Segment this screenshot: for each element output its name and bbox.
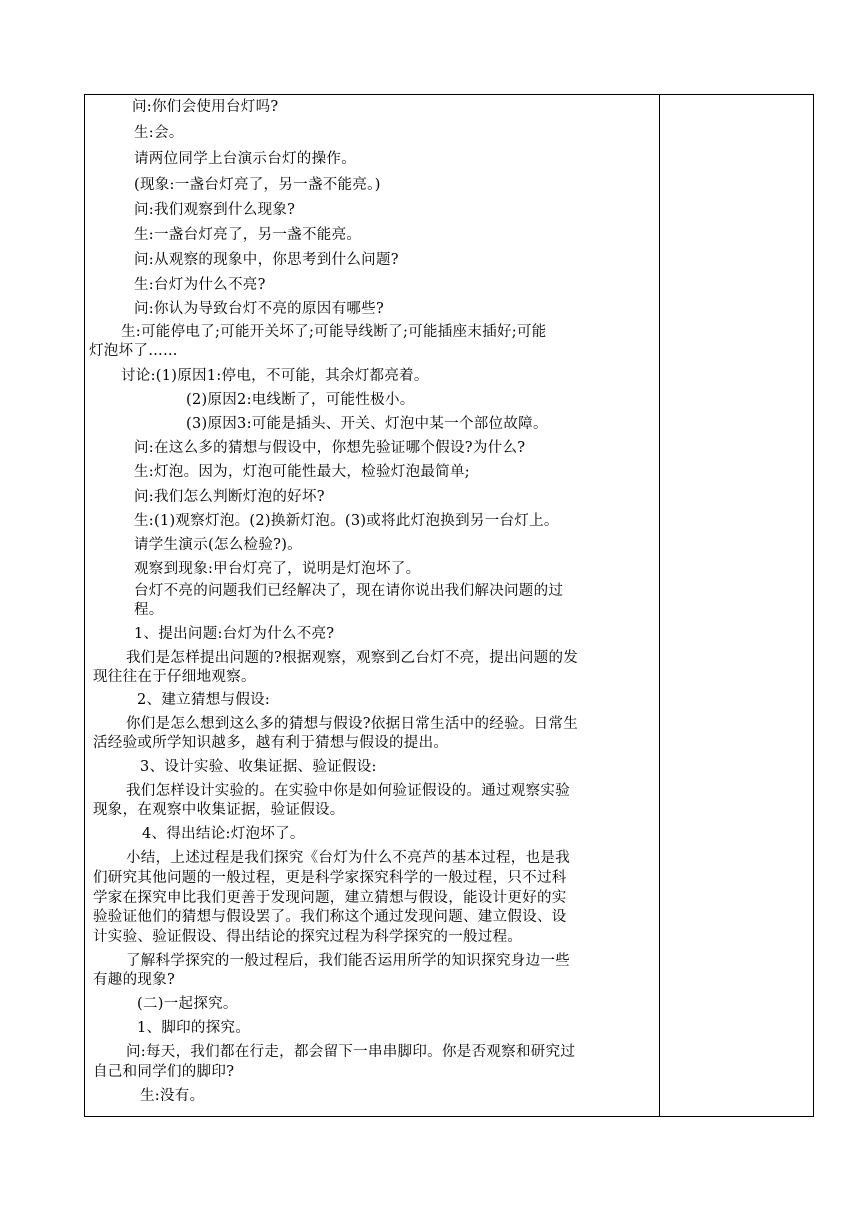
text-line: 问:在这么多的猜想与假设中，你想先验证哪个假设?为什么?	[134, 440, 526, 456]
text-line: 问:你认为导致台灯不亮的原因有哪些?	[134, 301, 385, 317]
text-line: 问:我们观察到什么现象?	[134, 202, 296, 218]
text-line: 讨论:(1)原因1:停电，不可能，其余灯都亮着。	[121, 368, 429, 384]
text-line: 问:我们怎么判断灯泡的好坏?	[134, 489, 325, 505]
text-line: (现象:一盏台灯亮了，另一盏不能亮。)	[134, 177, 381, 193]
text-line: 程。	[134, 602, 164, 618]
text-line: 请两位同学上台演示台灯的操作。	[134, 151, 356, 167]
text-line: 1、提出问题:台灯为什么不亮?	[134, 626, 335, 642]
text-line: 问:每天，我们都在行走，都会留下一串串脚印。你是否观察和研究过	[126, 1044, 576, 1060]
text-line: 有趣的现象?	[93, 972, 176, 988]
text-line: 现象，在观察中收集证据，验证假设。	[93, 802, 345, 818]
text-line: 生:可能停电了;可能开关坏了;可能导线断了;可能插座末插好;可能	[121, 324, 547, 340]
text-line: (2)原因2:电线断了，可能性极小。	[186, 392, 415, 408]
text-line: 计实验、验证假设、得出结论的探究过程为科学探究的一般过程。	[93, 929, 523, 945]
text-line: 观察到现象:甲台灯亮了，说明是灯泡坏了。	[134, 561, 421, 577]
text-line: (二)一起探究。	[137, 996, 238, 1012]
text-line: 生:灯泡。因为，灯泡可能性最大，检验灯泡最简单;	[134, 464, 470, 480]
notes-column	[660, 95, 813, 1116]
text-line: 4、得出结论:灯泡坏了。	[142, 826, 305, 842]
text-line: 1、脚印的探究。	[137, 1020, 251, 1036]
text-line: 小结，上述过程是我们探究《台灯为什么不亮芦的基本过程，也是我	[126, 850, 570, 866]
text-line: 你们是怎么想到这么多的猜想与假设?依据日常生活中的经验。日常生	[126, 716, 579, 732]
text-line: 我们是怎样提出问题的?根据观察，观察到乙台灯不亮，提出问题的发	[126, 650, 579, 666]
text-line: 验验证他们的猜想与假设罢了。我们称这个通过发现问题、建立假设、设	[93, 909, 567, 925]
text-line: 台灯不亮的问题我们已经解决了，现在请你说出我们解决问题的过	[134, 583, 564, 599]
text-line: 生:会。	[134, 125, 184, 141]
text-line: 们研究其他问题的一般过程，更是科学家探究科学的一般过程，只不过科	[93, 870, 567, 886]
text-line: 问:从观察的现象中，你思考到什么问题?	[134, 252, 399, 268]
text-line: 生:台灯为什么不亮?	[134, 277, 266, 293]
text-line: 我们怎样设计实验的。在实验中你是如何验证假设的。通过观察实验	[126, 783, 570, 799]
text-line: 活经验或所学知识越多，越有利于猜想与假设的提出。	[93, 735, 449, 751]
text-line: 自己和同学们的脚印?	[93, 1064, 235, 1080]
lesson-table	[84, 94, 814, 1117]
text-line: 3、设计实验、收集证据、验证假设:	[140, 759, 377, 775]
text-line: 了解科学探究的一般过程后，我们能否运用所学的知识探究身边一些	[126, 953, 570, 969]
content-column	[85, 95, 659, 1116]
text-line: 现往往在于仔细地观察。	[93, 669, 256, 685]
text-line: 生:一盏台灯亮了，另一盏不能亮。	[134, 227, 362, 243]
text-line: 问:你们会使用台灯吗?	[132, 99, 279, 115]
text-line: 学家在探究申比我们更善于发现问题，建立猜想与假设，能设计更好的实	[93, 890, 567, 906]
text-line: 请学生演示(怎么检验?)。	[134, 537, 302, 553]
text-line: 2、建立猜想与假设:	[137, 692, 271, 708]
text-line: (3)原因3:可能是插头、开关、灯泡中某一个部位故障。	[186, 416, 548, 432]
text-line: 生:(1)观察灯泡。(2)换新灯泡。(3)或将此灯泡换到另一台灯上。	[134, 513, 559, 529]
text-line: 生:没有。	[140, 1088, 205, 1104]
text-line: 灯泡坏了……	[89, 343, 178, 359]
